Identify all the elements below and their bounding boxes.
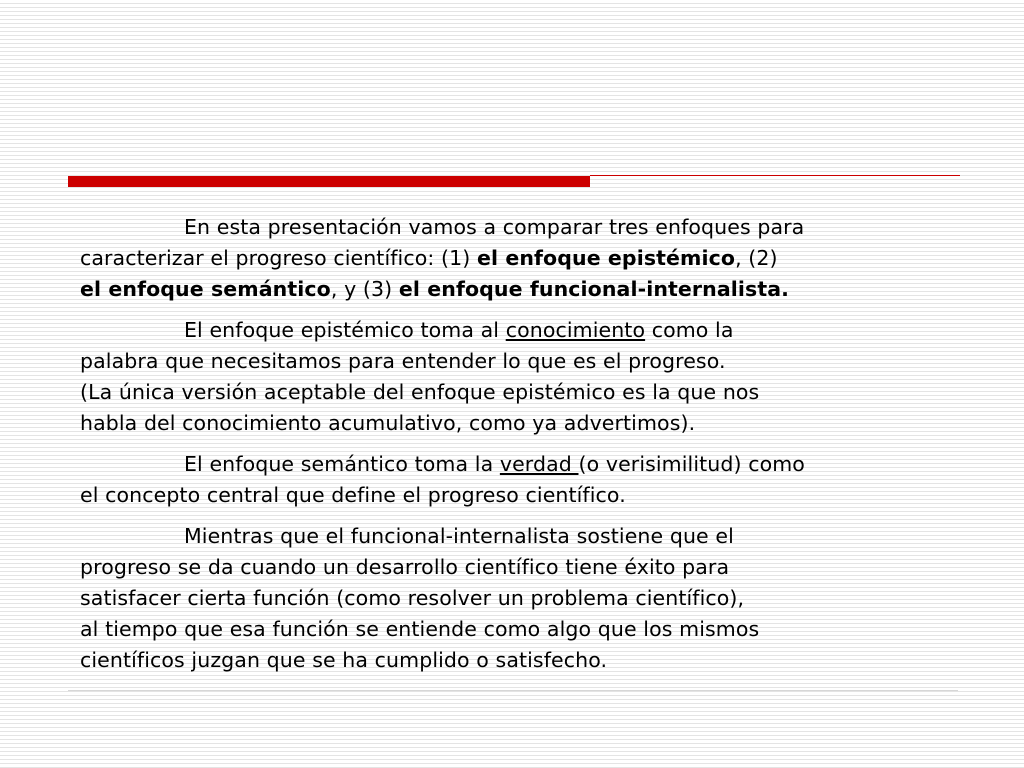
text-line: progreso se da cuando un desarrollo científico tiene éxito para [80,555,730,579]
paragraph-intro [80,212,970,305]
text-line: Mientras que el funcional-internalista sostiene que el [184,524,734,548]
paragraph-epistemic [80,315,970,439]
title-accent-bar [68,176,590,187]
text-line: el enfoque semántico, y (3) el enfoque funcional-internalista. [80,277,790,301]
footer-divider [68,690,958,691]
term-semantic: el enfoque semántico [80,277,331,301]
title-accent-line [590,175,960,176]
text-line: caracterizar el progreso científico: (1) el enfoque epistémico, (2) [80,246,778,270]
paragraph-functional [80,521,970,676]
text-line: habla del conocimiento acumulativo, como ya advertimos). [80,411,696,435]
text-line: El enfoque epistémico toma al conocimiento como la [184,318,734,342]
text-line: (La única versión aceptable del enfoque epistémico es la que nos [80,380,760,404]
underlined-term-verdad: verdad [499,452,579,476]
text-line: científicos juzgan que se ha cumplido o satisfecho. [80,648,608,672]
text-line: satisfacer cierta función (como resolver un problema científico), [80,586,745,610]
text-line: palabra que necesitamos para entender lo que es el progreso. [80,349,726,373]
text-line: En esta presentación vamos a comparar tres enfoques para [184,215,805,239]
text-line: El enfoque semántico toma la verdad (o verisimilitud) como [184,452,805,476]
paragraph-semantic [80,449,970,511]
slide-body [80,212,970,686]
underlined-term-conocimiento: conocimiento [505,318,646,342]
text-line: el concepto central que define el progreso científico. [80,483,626,507]
text-line: al tiempo que esa función se entiende como algo que los mismos [80,617,760,641]
term-functional-internalist: el enfoque funcional-internalista. [398,277,790,301]
term-epistemic: el enfoque epistémico [476,246,736,270]
